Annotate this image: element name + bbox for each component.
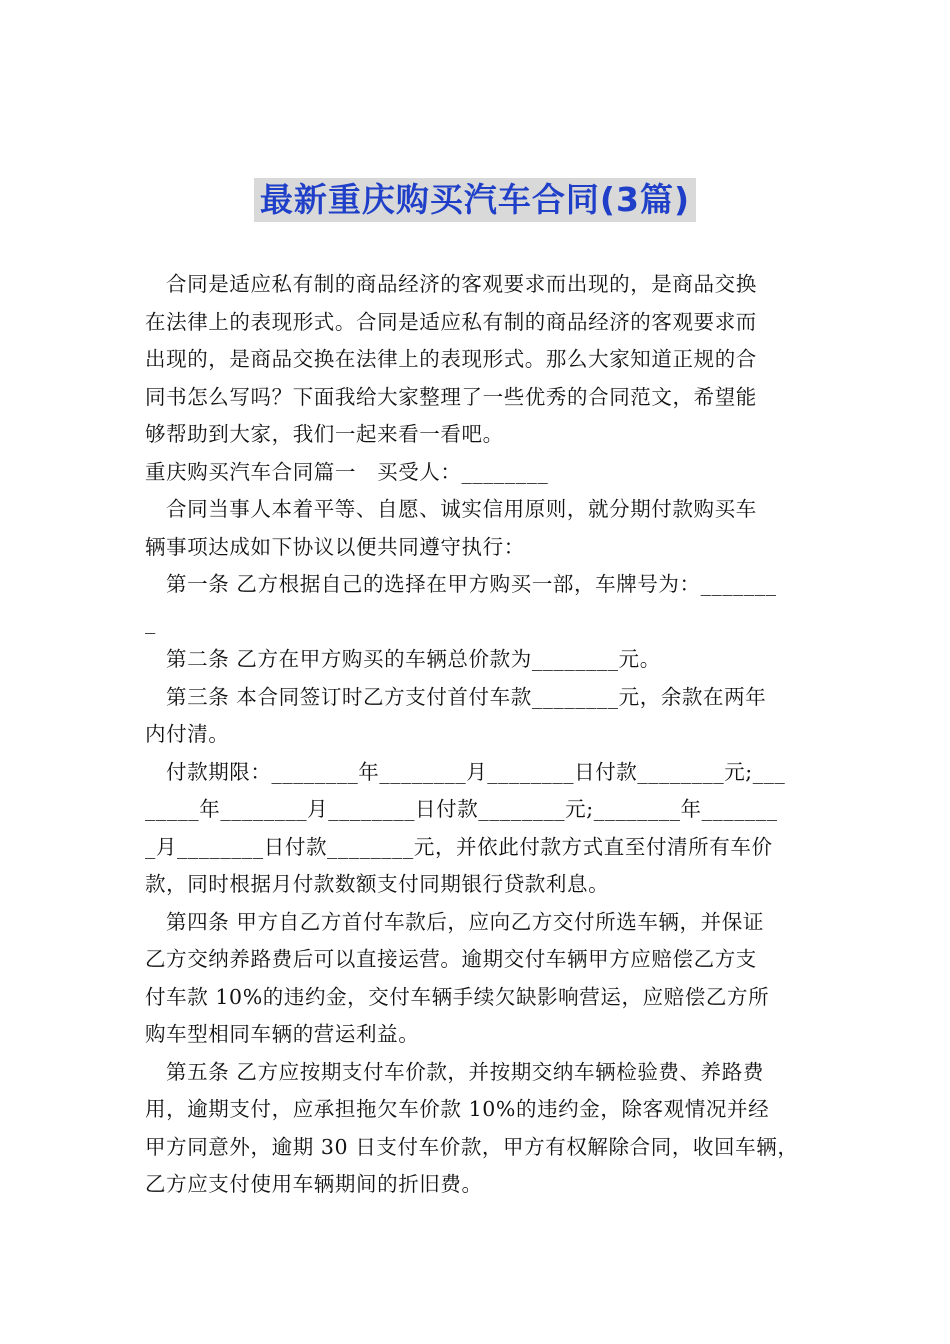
paragraph-line: 辆事项达成如下协议以便共同遵守执行： — [145, 534, 525, 559]
paragraph-line: 合同当事人本着平等、自愿、诚实信用原则，就分期付款购买车 — [166, 497, 757, 521]
document-title: 最新重庆购买汽车合同(3篇) — [254, 178, 696, 222]
paragraph-line: 够帮助到大家，我们一起来看一看吧。 — [145, 422, 504, 446]
clause-line: 第四条 甲方自乙方首付车款后，应向乙方交付所选车辆，并保证 — [166, 909, 764, 934]
paragraph-line: 出现的，是商品交换在法律上的表现形式。那么大家知道正规的合 — [145, 347, 757, 371]
clause-line: 乙方应支付使用车辆期间的折旧费。 — [145, 1172, 483, 1196]
paragraph-line: 合同是适应私有制的商品经济的客观要求而出现的，是商品交换 — [166, 272, 757, 296]
paragraph-line: 在法律上的表现形式。合同是适应私有制的商品经济的客观要求而 — [145, 309, 757, 334]
clause-line: _____年________月________日付款________元;________年_______ — [145, 797, 778, 821]
clause-line: 用，逾期支付，应承担拖欠车价款 10%的违约金，除客观情况并经 — [145, 1097, 770, 1121]
clause-line: _月________日付款________元，并依此付款方式直至付清所有车价 — [145, 834, 773, 859]
clause-line: 付款期限：________年________月________日付款________元;___ — [166, 759, 786, 784]
clause-line: 第一条 乙方根据自己的选择在甲方购买一部，车牌号为：_______ — [166, 572, 777, 596]
clause-line: 甲方同意外，逾期 30 日支付车价款，甲方有权解除合同，收回车辆， — [145, 1134, 799, 1159]
document-body — [145, 266, 815, 1204]
clause-line: 购车型相同车辆的营运利益。 — [145, 1022, 420, 1046]
clause-line: 付车款 10%的违约金，交付车辆手续欠缺影响营运，应赔偿乙方所 — [145, 984, 770, 1009]
section-heading-line: 重庆购买汽车合同篇一 买受人：________ — [145, 459, 549, 484]
clause-line: 乙方交纳养路费后可以直接运营。逾期交付车辆甲方应赔偿乙方支 — [145, 947, 757, 971]
clause-line: 第五条 乙方应按期支付车价款，并按期交纳车辆检验费、养路费 — [166, 1059, 764, 1084]
title-container — [0, 178, 950, 222]
clause-line: 第二条 乙方在甲方购买的车辆总价款为________元。 — [166, 647, 661, 671]
clause-line: _ — [145, 609, 156, 634]
clause-line: 第三条 本合同签订时乙方支付首付车款________元，余款在两年 — [166, 684, 767, 709]
clause-line: 款，同时根据月付款数额支付同期银行贷款利息。 — [145, 872, 610, 896]
paragraph-line: 同书怎么写吗？下面我给大家整理了一些优秀的合同范文，希望能 — [145, 384, 757, 409]
clause-line: 内付清。 — [145, 722, 230, 746]
